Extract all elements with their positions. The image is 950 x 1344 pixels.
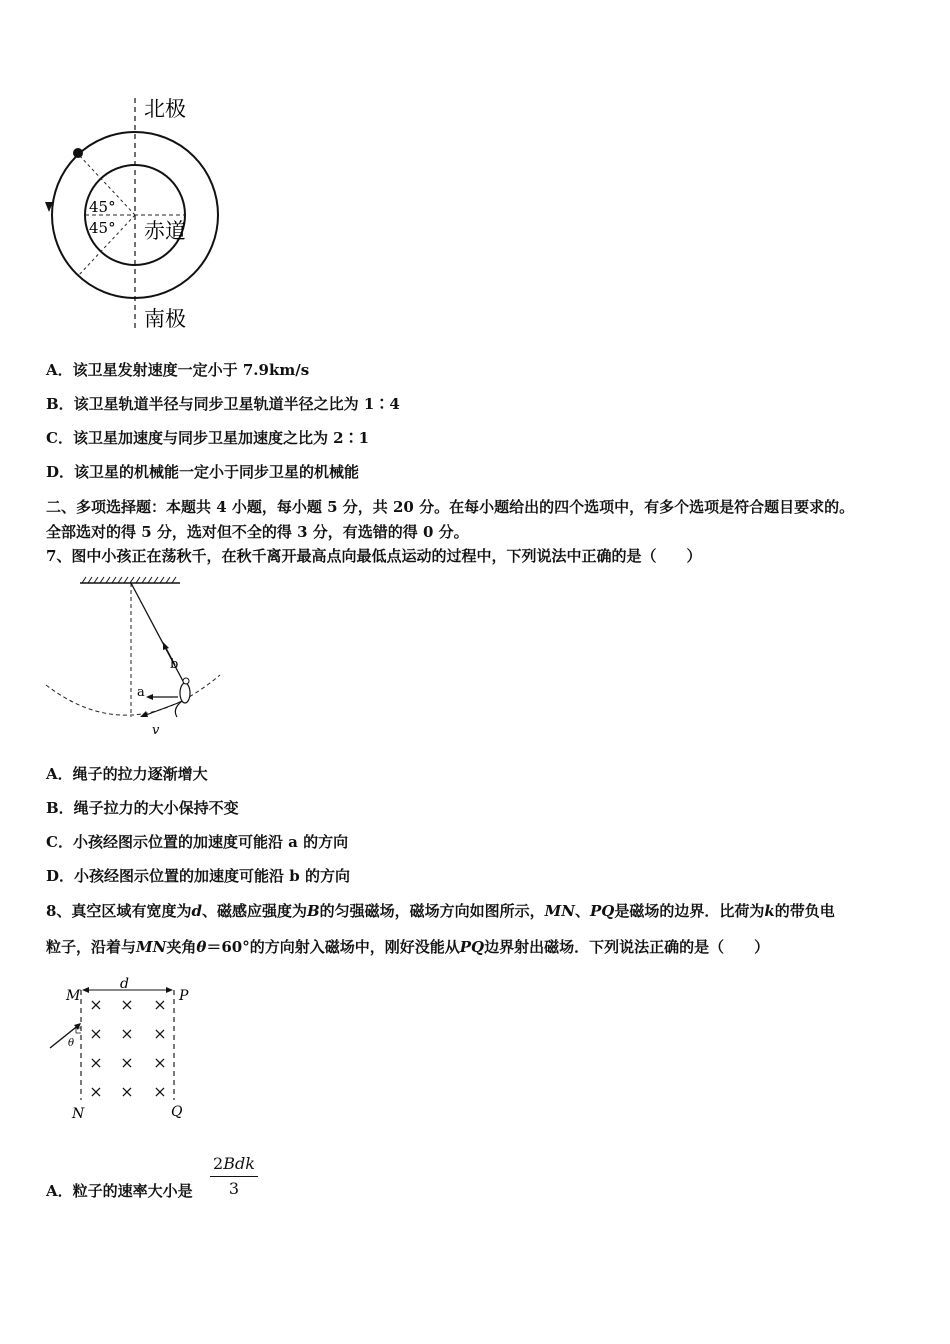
field-cross: ×	[89, 1082, 103, 1101]
label-P: P	[179, 988, 189, 1004]
field-cross: ×	[153, 1053, 167, 1072]
field-cross: ×	[89, 1024, 103, 1043]
q8-option-a: A．粒子的速率大小是	[46, 1182, 193, 1200]
q8-stem-line2: 粒子，沿着与MN夹角θ＝60°的方向射入磁场中，刚好没能从PQ边界射出磁场．下列说法正确的是（ ）	[46, 938, 770, 956]
q7-option-c: C．小孩经图示位置的加速度可能沿 a 的方向	[46, 833, 349, 851]
label-b: b	[170, 657, 179, 672]
field-cross: ×	[153, 995, 167, 1014]
field-cross: ×	[89, 1053, 103, 1072]
q7-option-b: B．绳子拉力的大小保持不变	[46, 799, 239, 817]
field-cross: ×	[153, 1082, 167, 1101]
field-cross: ×	[89, 995, 103, 1014]
label-Q: Q	[171, 1104, 183, 1120]
label-d: d	[120, 976, 129, 992]
child-figure	[180, 683, 190, 703]
equator-label: 赤道	[144, 219, 186, 243]
q7-option-a: A．绳子的拉力逐渐增大	[46, 765, 208, 783]
field-cross: ×	[120, 1082, 134, 1101]
label-M: M	[66, 988, 81, 1004]
q8-stem-line1: 8、真空区域有宽度为d、磁感应强度为B的匀强磁场，磁场方向如图所示，MN、PQ是磁场的边界．比荷为k的带负电	[46, 902, 835, 920]
section2-instructions-line2: 全部选对的得 5 分，选对但不全的得 3 分，有选错的得 0 分。	[46, 523, 469, 541]
q6-option-d: D．该卫星的机械能一定小于同步卫星的机械能	[46, 463, 360, 481]
field-cross: ×	[153, 1024, 167, 1043]
section2-instructions-line1: 二、多项选择题：本题共 4 小题，每小题 5 分，共 20 分。在每小题给出的四个选项中，有多个选项是符合题目要求的。	[46, 498, 855, 516]
label-N: N	[72, 1106, 85, 1122]
south-pole-label: 南极	[144, 307, 186, 331]
label-v: v	[152, 723, 160, 738]
magnetic-field-figure	[44, 976, 204, 1126]
satellite-orbit-figure	[40, 92, 220, 337]
angle-top-label: 45°	[89, 198, 116, 216]
q8-option-a-fraction	[210, 1154, 258, 1198]
q7-stem: 7、图中小孩正在荡秋千，在秋千离开最高点向最低点运动的过程中，下列说法中正确的是（ ）	[46, 547, 702, 565]
fraction-numerator: 2Bdk	[210, 1154, 258, 1177]
q6-option-c: C．该卫星加速度与同步卫星加速度之比为 2∶1	[46, 429, 370, 447]
q6-option-b: B．该卫星轨道半径与同步卫星轨道半径之比为 1∶4	[46, 395, 400, 413]
field-cross: ×	[120, 1024, 134, 1043]
field-cross: ×	[120, 995, 134, 1014]
north-pole-label: 北极	[144, 97, 186, 121]
q6-option-a: A．该卫星发射速度一定小于 7.9km/s	[46, 361, 310, 379]
q7-option-d: D．小孩经图示位置的加速度可能沿 b 的方向	[46, 867, 350, 885]
field-cross: ×	[120, 1053, 134, 1072]
satellite-dot	[73, 148, 83, 158]
swing-figure	[42, 575, 232, 740]
label-theta: θ	[68, 1038, 75, 1049]
angle-bottom-label: 45°	[89, 219, 116, 237]
label-a: a	[137, 685, 145, 700]
fraction-denominator: 3	[228, 1179, 240, 1198]
